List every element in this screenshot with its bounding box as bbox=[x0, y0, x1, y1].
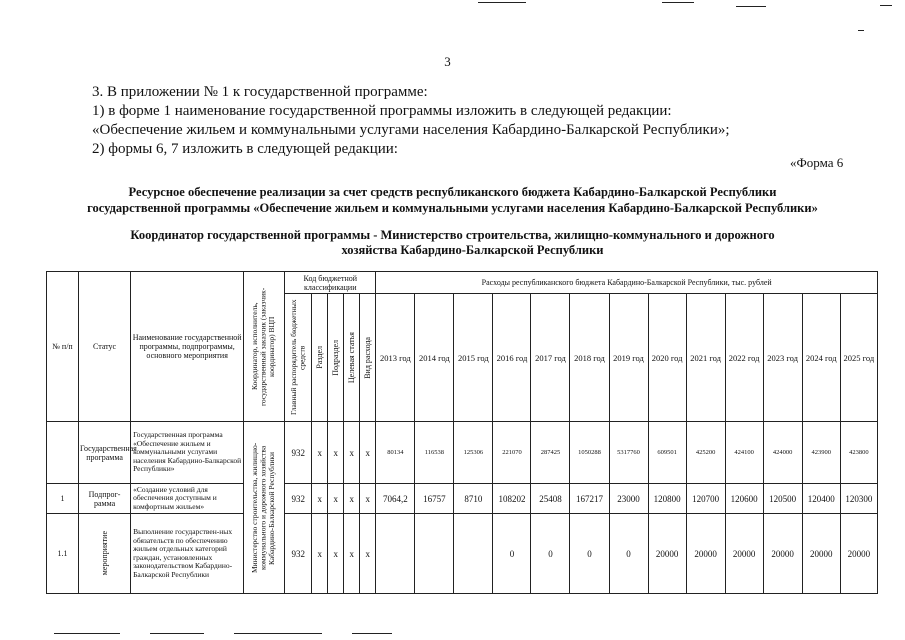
header-year: 2016 год bbox=[493, 294, 531, 422]
paragraph-4: 2) формы 6, 7 изложить в следующей редакции: bbox=[92, 141, 398, 157]
row-value: 609501 bbox=[648, 422, 686, 484]
header-name: Наименование государственной программы, подпрограммы, основного мероприятия bbox=[131, 272, 244, 422]
paragraph-1: 3. В приложении № 1 к государственной программе: bbox=[92, 84, 428, 100]
row-podrazdel: х bbox=[328, 422, 344, 484]
header-year: 2015 год bbox=[454, 294, 493, 422]
row-name: Выполнение государствен-ных обязательств по обеспечению жильем отдельных категорий граждан, установленных законодательством Кабардино-Балкарской Республики bbox=[131, 514, 244, 594]
row-value: 120400 bbox=[802, 484, 840, 514]
scan-mark bbox=[880, 5, 892, 6]
scan-mark bbox=[54, 633, 120, 634]
row-value: 120600 bbox=[725, 484, 763, 514]
coordinator-line-1: Координатор государственной программы - Министерство строительства, жилищно-коммунального и дорожного bbox=[130, 228, 775, 242]
paragraph-2: 1) в форме 1 наименование государственной программы изложить в следующей редакции: bbox=[92, 103, 672, 119]
row-value: 20000 bbox=[648, 514, 686, 594]
row-grbs: 932 bbox=[285, 422, 312, 484]
scan-mark bbox=[150, 633, 204, 634]
row-target: х bbox=[344, 514, 360, 594]
row-value: 16757 bbox=[415, 484, 454, 514]
row-podrazdel: х bbox=[328, 484, 344, 514]
row-value bbox=[376, 514, 415, 594]
row-expense-type: х bbox=[360, 422, 376, 484]
row-value: 423900 bbox=[802, 422, 840, 484]
row-podrazdel: х bbox=[328, 514, 344, 594]
row-status-cell bbox=[79, 514, 131, 594]
row-value: 0 bbox=[493, 514, 531, 594]
row-value: 287425 bbox=[531, 422, 570, 484]
row-value: 80134 bbox=[376, 422, 415, 484]
row-value: 0 bbox=[609, 514, 648, 594]
table-row bbox=[47, 484, 878, 514]
header-year: 2021 год bbox=[686, 294, 725, 422]
row-value: 8710 bbox=[454, 484, 493, 514]
row-value: 167217 bbox=[570, 484, 609, 514]
row-status: Государственная программа bbox=[79, 422, 131, 484]
table-heading-line-2: государственной программы «Обеспечение жильем и коммунальными услугами населения Кабардино-Балкарской Республики» bbox=[87, 201, 818, 215]
header-year: 2025 год bbox=[840, 294, 877, 422]
header-year: 2019 год bbox=[609, 294, 648, 422]
header-budget-code: Код бюджетной классификации bbox=[285, 272, 376, 294]
table-row bbox=[47, 514, 878, 594]
header-target bbox=[344, 294, 360, 422]
header-status: Статус bbox=[79, 272, 131, 422]
header-expenses: Расходы республиканского бюджета Кабардино-Балкарской Республики, тыс. рублей bbox=[376, 272, 878, 294]
row-value: 120500 bbox=[763, 484, 802, 514]
header-razdel bbox=[312, 294, 328, 422]
paragraph-3: «Обеспечение жильем и коммунальными услугами населения Кабардино-Балкарской Республики»; bbox=[92, 122, 730, 138]
row-name: Государственная программа «Обеспечение жильем и коммунальными услугами населения Кабардино-Балкарской Республики» bbox=[131, 422, 244, 484]
header-year: 2017 год bbox=[531, 294, 570, 422]
header-podrazdel bbox=[328, 294, 344, 422]
row-value bbox=[415, 514, 454, 594]
scan-mark bbox=[736, 6, 766, 7]
header-year: 2022 год bbox=[725, 294, 763, 422]
row-value: 120300 bbox=[840, 484, 877, 514]
row-value: 25408 bbox=[531, 484, 570, 514]
row-razdel: х bbox=[312, 422, 328, 484]
row-value: 0 bbox=[570, 514, 609, 594]
row-value: 125306 bbox=[454, 422, 493, 484]
row-name: «Создание условий для обеспечения доступным и комфортным жильем» bbox=[131, 484, 244, 514]
scan-mark bbox=[858, 30, 864, 31]
header-year: 2018 год bbox=[570, 294, 609, 422]
row-status: мероприятие bbox=[100, 531, 110, 576]
table-heading-line-1: Ресурсное обеспечение реализации за счет средств республиканского бюджета Кабардино-Балкарской Республики bbox=[128, 185, 777, 199]
row-value: 108202 bbox=[493, 484, 531, 514]
scan-mark bbox=[352, 633, 392, 634]
row-value: 20000 bbox=[725, 514, 763, 594]
row-value bbox=[454, 514, 493, 594]
header-expense-type bbox=[360, 294, 376, 422]
row-value: 221070 bbox=[493, 422, 531, 484]
header-year: 2024 год bbox=[802, 294, 840, 422]
row-value: 120800 bbox=[648, 484, 686, 514]
header-num: № п/п bbox=[47, 272, 79, 422]
scan-mark bbox=[478, 2, 526, 3]
row-grbs: 932 bbox=[285, 514, 312, 594]
form-label: «Форма 6 bbox=[790, 155, 844, 170]
scan-mark bbox=[234, 633, 322, 634]
row-value: 23000 bbox=[609, 484, 648, 514]
row-expense-type: х bbox=[360, 514, 376, 594]
row-value: 424000 bbox=[763, 422, 802, 484]
row-value: 425200 bbox=[686, 422, 725, 484]
header-podrazdel-text: Подраздел bbox=[331, 339, 341, 376]
row-value: 7064,2 bbox=[376, 484, 415, 514]
row-value: 5317760 bbox=[609, 422, 648, 484]
row-coordinator-text: Министерство строительства, жилищно-коммунального и дорожного хозяйства Кабардино-Балкарской Республики bbox=[250, 442, 277, 573]
row-coordinator bbox=[244, 422, 285, 594]
row-razdel: х bbox=[312, 514, 328, 594]
row-value: 424100 bbox=[725, 422, 763, 484]
row-value: 20000 bbox=[686, 514, 725, 594]
table-row bbox=[47, 422, 878, 484]
header-year: 2020 год bbox=[648, 294, 686, 422]
page-number: 3 bbox=[444, 54, 451, 69]
row-value: 1050288 bbox=[570, 422, 609, 484]
row-status: Подпрог-рамма bbox=[79, 484, 131, 514]
row-value: 20000 bbox=[840, 514, 877, 594]
row-grbs: 932 bbox=[285, 484, 312, 514]
header-grbs-text: Главный распорядитель бюджетных средств bbox=[288, 299, 307, 416]
row-value: 20000 bbox=[802, 514, 840, 594]
row-expense-type: х bbox=[360, 484, 376, 514]
resource-table bbox=[46, 271, 878, 594]
row-target: х bbox=[344, 484, 360, 514]
row-target: х bbox=[344, 422, 360, 484]
coordinator-line-2: хозяйства Кабардино-Балкарской Республики bbox=[341, 243, 604, 257]
header-coordinator bbox=[244, 272, 285, 422]
coordinator-heading bbox=[0, 228, 905, 258]
header-grbs bbox=[285, 294, 312, 422]
row-value: 0 bbox=[531, 514, 570, 594]
row-num: 1.1 bbox=[47, 514, 79, 594]
row-razdel: х bbox=[312, 484, 328, 514]
header-target-text: Целевая статья bbox=[347, 331, 357, 384]
row-num bbox=[47, 422, 79, 484]
header-razdel-text: Раздел bbox=[315, 346, 325, 369]
row-value: 120700 bbox=[686, 484, 725, 514]
scan-mark bbox=[662, 2, 694, 3]
header-coordinator-text: Координатор, исполнитель, государственный заказчик (заказчик-координатор) ВЦП bbox=[250, 287, 277, 406]
header-year: 2013 год bbox=[376, 294, 415, 422]
row-value: 20000 bbox=[763, 514, 802, 594]
row-value: 423800 bbox=[840, 422, 877, 484]
header-year: 2023 год bbox=[763, 294, 802, 422]
row-num: 1 bbox=[47, 484, 79, 514]
header-year: 2014 год bbox=[415, 294, 454, 422]
header-expense-type-text: Вид расхода bbox=[363, 336, 373, 379]
row-value: 116538 bbox=[415, 422, 454, 484]
